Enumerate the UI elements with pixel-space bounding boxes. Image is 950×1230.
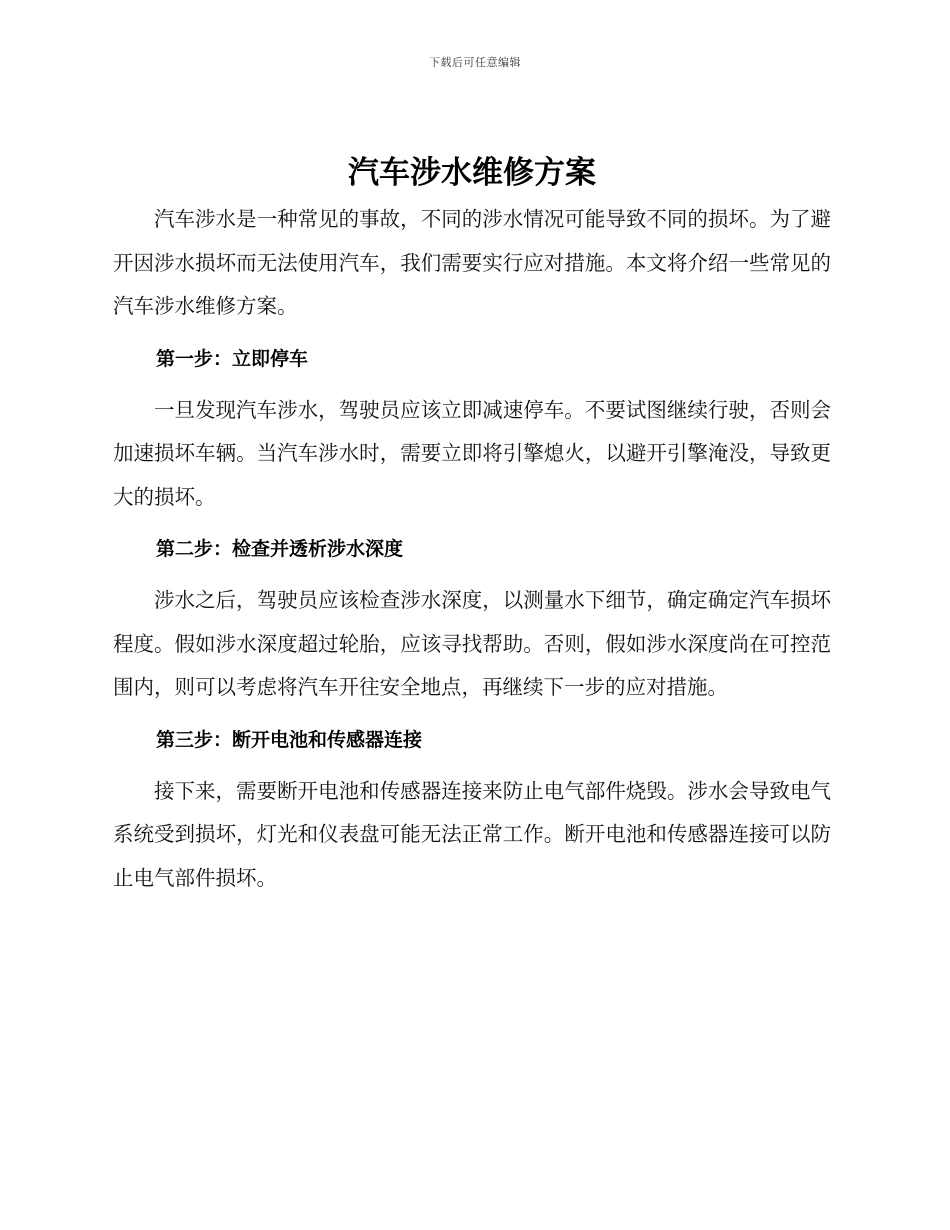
step-2-heading: 第二步：检查并透析涉水深度 <box>156 538 404 560</box>
intro-paragraph: 汽车涉水是一种常见的事故，不同的涉水情况可能导致不同的损坏。为了避开因涉水损坏而无法使用汽车，我们需要实行应对措施。本文将介绍一些常见的汽车涉水维修方案。 <box>113 207 831 318</box>
document-body <box>113 150 831 900</box>
page-header-note: 下载后可任意编辑 <box>429 56 521 69</box>
step-3-paragraph: 接下来，需要断开电池和传感器连接来防止电气部件烧毁。涉水会导致电气系统受到损坏，灯光和仪表盘可能无法正常工作。断开电池和传感器连接可以防止电气部件损坏。 <box>113 778 831 890</box>
document-title: 汽车涉水维修方案 <box>348 155 596 191</box>
step-3-heading: 第三步：断开电池和传感器连接 <box>156 728 423 751</box>
step-2-paragraph: 涉水之后，驾驶员应该检查涉水深度，以测量水下细节，确定确定汽车损坏程度。假如涉水深度超过轮胎，应该寻找帮助。否则，假如涉水深度尚在可控范围内，则可以考虑将汽车开往安全地点，再继续下一步的应对措施。 <box>113 588 831 699</box>
step-1-paragraph: 一旦发现汽车涉水，驾驶员应该立即减速停车。不要试图继续行驶，否则会加速损坏车辆。当汽车涉水时，需要立即将引擎熄火，以避开引擎淹没，导致更大的损坏。 <box>113 397 831 509</box>
step-1-heading: 第一步：立即停车 <box>156 347 309 370</box>
